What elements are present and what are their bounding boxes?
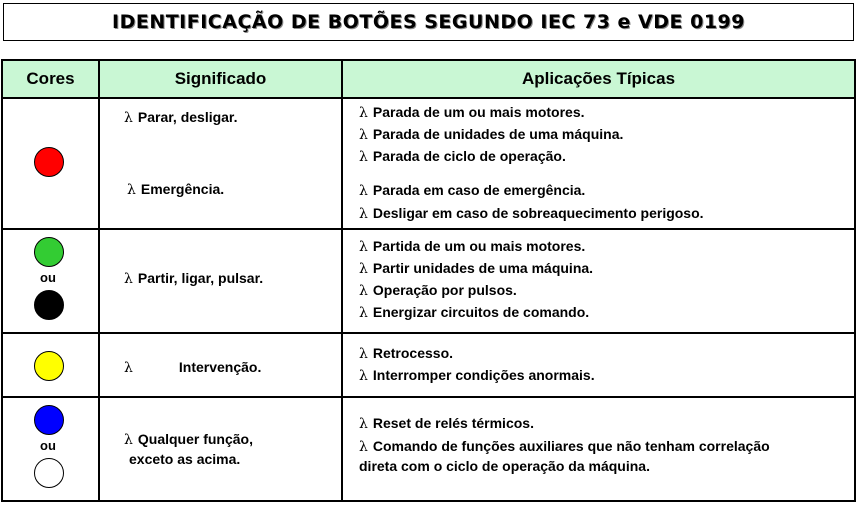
page-title: IDENTIFICAÇÃO DE BOTÕES SEGUNDO IEC 73 e VDE 0199: [112, 11, 745, 33]
header-aplicacoes: Aplicações Típicas: [521, 69, 676, 88]
meaning-except: exceto as acima.: [129, 451, 241, 467]
meaning-start: λ Partir, ligar, pulsar.: [124, 270, 264, 287]
list-item: λ Interromper condições anormais.: [359, 367, 595, 384]
or-label: ou: [40, 270, 56, 285]
row-divider: [3, 396, 854, 398]
bullet-icon: λ: [359, 346, 368, 362]
black-button-icon: [34, 290, 64, 320]
bullet-icon: λ: [359, 105, 368, 121]
list-item: λ Parada de ciclo de operação.: [359, 148, 566, 165]
yellow-button-icon: [34, 351, 64, 381]
column-divider: [98, 61, 100, 500]
bullet-icon: λ: [124, 360, 133, 376]
list-item: λ Parada de um ou mais motores.: [359, 104, 585, 121]
or-label: ou: [40, 438, 56, 453]
meaning-any-function: λ Qualquer função,: [124, 431, 253, 448]
bullet-icon: λ: [359, 283, 368, 299]
row-divider: [3, 97, 854, 99]
bullet-icon: λ: [359, 149, 368, 165]
bullet-icon: λ: [359, 368, 368, 384]
list-item: λ Parada de unidades de uma máquina.: [359, 126, 624, 143]
bullet-icon: λ: [124, 432, 133, 448]
header-significado: Significado: [174, 69, 267, 88]
list-item: λ Desligar em caso de sobreaquecimento perigoso.: [359, 205, 704, 222]
list-item: λ Retrocesso.: [359, 345, 454, 362]
bullet-icon: λ: [359, 305, 368, 321]
list-item: λ Operação por pulsos.: [359, 282, 517, 299]
column-divider: [341, 61, 343, 500]
bullet-icon: λ: [127, 182, 136, 198]
row-divider: [3, 228, 854, 230]
bullet-icon: λ: [124, 271, 133, 287]
bullet-icon: λ: [359, 416, 368, 432]
bullet-icon: λ: [124, 110, 133, 126]
list-item: λ Reset de relés térmicos.: [359, 415, 534, 432]
bullet-icon: λ: [359, 127, 368, 143]
header-cores: Cores: [26, 69, 75, 88]
buttons-table: [1, 59, 856, 502]
bullet-icon: λ: [359, 206, 368, 222]
white-button-icon: [34, 458, 64, 488]
title-box: [3, 3, 854, 41]
list-item: λ Energizar circuitos de comando.: [359, 304, 590, 321]
row-divider: [3, 332, 854, 334]
meaning-emergency: λ Emergência.: [127, 181, 225, 198]
list-item: λ Parada em caso de emergência.: [359, 182, 586, 199]
meaning-stop: λ Parar, desligar.: [124, 109, 238, 126]
bullet-icon: λ: [359, 183, 368, 199]
red-button-icon: [34, 147, 64, 177]
list-item-continuation: direta com o ciclo de operação da máquina.: [359, 458, 650, 474]
blue-button-icon: [34, 405, 64, 435]
list-item: λ Partir unidades de uma máquina.: [359, 260, 594, 277]
list-item: λ Comando de funções auxiliares que não tenham correlação: [359, 438, 770, 455]
green-button-icon: [34, 237, 64, 267]
bullet-icon: λ: [359, 439, 368, 455]
bullet-icon: λ: [359, 261, 368, 277]
meaning-intervention: λ Intervenção.: [124, 359, 262, 376]
bullet-icon: λ: [359, 239, 368, 255]
list-item: λ Partida de um ou mais motores.: [359, 238, 586, 255]
